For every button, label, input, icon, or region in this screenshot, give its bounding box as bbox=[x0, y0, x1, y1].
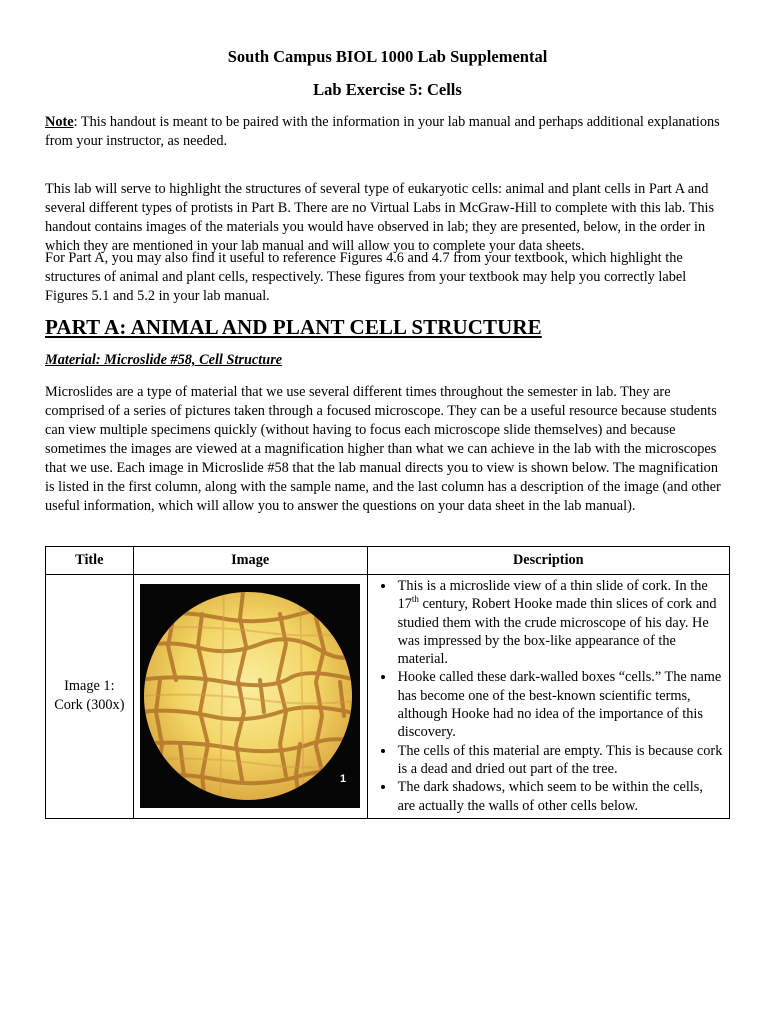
document-subtitle: Lab Exercise 5: Cells bbox=[313, 80, 462, 99]
cork-micrograph-image bbox=[140, 584, 360, 808]
description-list bbox=[368, 575, 729, 818]
note-paragraph bbox=[45, 113, 730, 151]
table-header-row bbox=[46, 547, 730, 575]
microslide-paragraph: Microslides are a type of material that we use several different times throughout the semester in lab. They are comprised of a series of pictures taken through a focused microscope. They can be a useful resource because students can view multiple specimens quickly (without having to focus each microscope slide themselves) and because sometimes the images are viewed at a magnification higher than what we can achieve in the lab with the microscopes that we use. Each image in Microslide #58 that the lab manual directs you to view is shown below. The magnification is listed in the first column, along with the sample name, and the last column has a description of the image (and other useful information, which will allow you to answer the questions on your data sheet in the lab manual). bbox=[45, 384, 721, 514]
row-description-cell bbox=[367, 575, 729, 819]
description-bullet-4: • The dark shadows, which seem to be within the cells, are actually the walls of other cells below. bbox=[396, 778, 723, 815]
column-header-description: Description bbox=[367, 547, 729, 575]
row-image-cell bbox=[133, 575, 367, 819]
material-heading: Material: Microslide #58, Cell Structure bbox=[45, 352, 283, 368]
row-title-line1: Image 1: bbox=[64, 678, 115, 695]
part-a-paragraph: For Part A, you may also find it useful to reference Figures 4.6 and 4.7 from your textbook, which highlight the structures of animal and plant cells, respectively. These figures from your textbook may help you correctly label Figures 5.1 and 5.2 in your lab manual. bbox=[45, 250, 687, 304]
description-bullet-2: • Hooke called these dark-walled boxes “cells.” The name has become one of the best-known scientific terms, although Hooke had no idea of the importance of this discovery. bbox=[396, 668, 723, 741]
column-header-image: Image bbox=[133, 547, 367, 575]
section-heading: PART A: ANIMAL AND PLANT CELL STRUCTURE bbox=[45, 315, 542, 339]
intro-paragraph: This lab will serve to highlight the structures of several type of eukaryotic cells: animal and plant cells in Part A and several different types of protists in Part B. There are no Virtual Labs in McGraw-Hill to complete with this lab. This handout contains images of the materials you would have observed in lab; they are presented, below, in the order in which they are mentioned in your lab manual and will allow you to complete your data sheets. bbox=[45, 181, 715, 254]
row-title-line2: Cork (300x) bbox=[54, 697, 125, 714]
image-number-label: 1 bbox=[340, 773, 347, 786]
cell-table bbox=[45, 546, 730, 819]
table-row bbox=[46, 575, 730, 819]
description-bullet-1 bbox=[396, 577, 723, 668]
description-bullet-3: • The cells of this material are empty. This is because cork is a dead and dried out part of the tree. bbox=[396, 742, 723, 779]
document-title: South Campus BIOL 1000 Lab Supplemental bbox=[227, 47, 548, 66]
bullet-1-text-a: This is a microslide view of a thin slide of cork. In the 17 bbox=[397, 578, 708, 613]
note-text: : This handout is meant to be paired with the information in your lab manual and perhaps additional explanations from your instructor, as needed. bbox=[45, 114, 720, 149]
column-header-title: Title bbox=[46, 547, 134, 575]
bullet-1-text-b: century, Robert Hooke made thin slices of cork and studied them with the crude microscope of his day. He was impressed by the box-like appearance of the material. bbox=[397, 596, 717, 668]
row-title-cell bbox=[46, 575, 134, 819]
note-label: Note bbox=[45, 114, 74, 130]
bullet-1-superscript: th bbox=[411, 594, 419, 605]
